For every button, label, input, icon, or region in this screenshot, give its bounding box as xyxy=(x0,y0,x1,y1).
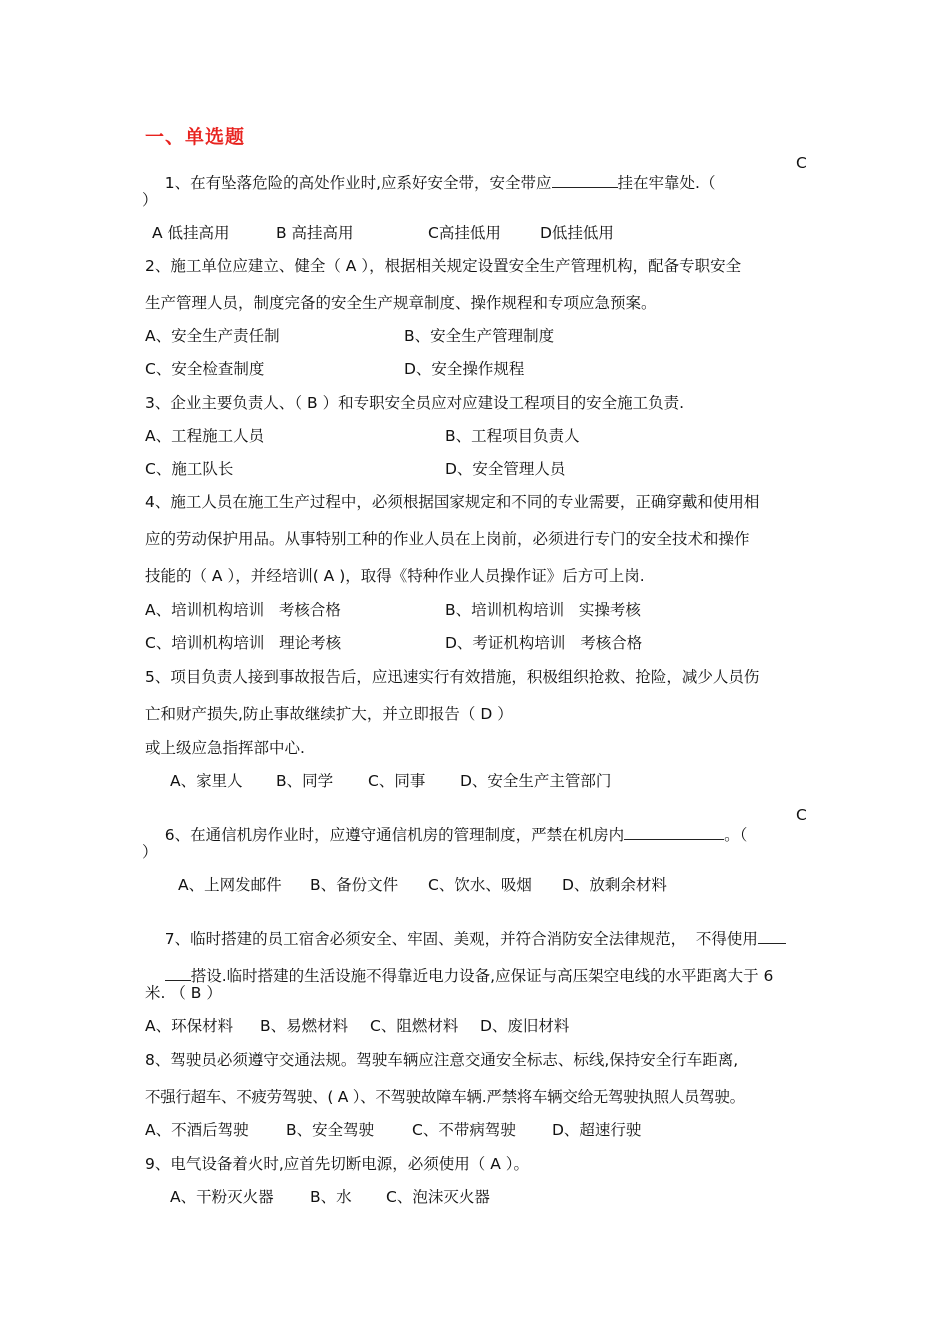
option-b: B、同学 xyxy=(276,772,334,790)
question-7-text: 7、临时搭建的员工宿舍必须安全、牢固、美观，并符合消防安全法律规范， 不得使用 xyxy=(164,930,758,948)
option-a: A、环保材料 xyxy=(145,1017,234,1035)
option-c: C、安全检查制度 xyxy=(145,360,265,378)
option-d: D、安全生产主管部门 xyxy=(460,772,612,790)
option-a: A、家里人 xyxy=(170,772,243,790)
option-d: D、安全操作规程 xyxy=(404,360,525,378)
option-d: D低挂低用 xyxy=(540,224,614,242)
question-3-line-1: 3、企业主要负责人、（ B ）和专职安全员应对应建设工程项目的安全施工负责. xyxy=(145,394,685,412)
option-d: D、考证机构培训 考核合格 xyxy=(445,634,643,652)
question-1-close-paren: ） xyxy=(142,191,158,209)
option-b: B、安全生产管理制度 xyxy=(404,327,555,345)
question-1-answer: C xyxy=(796,154,807,172)
question-6-text: 6、在通信机房作业时，应遵守通信机房的管理制度，严禁在机房内 xyxy=(164,826,625,844)
question-7-line-2 xyxy=(145,946,773,1006)
question-5-line-1: 5、项目负责人接到事故报告后，应迅速实行有效措施，积极组织抢救、抢险，减少人员伤 xyxy=(145,668,760,686)
question-4-line-2: 应的劳动保护用品。从事特别工种的作业人员在上岗前，必须进行专门的安全技术和操作 xyxy=(145,530,750,548)
option-d: D、放剩余材料 xyxy=(562,876,667,894)
option-c: C、不带病驾驶 xyxy=(412,1121,516,1139)
option-c: C、饮水、吸烟 xyxy=(428,876,532,894)
option-c: C、泡沫灭火器 xyxy=(386,1188,490,1206)
option-a: A、安全生产责任制 xyxy=(145,327,280,345)
question-8-line-2: 不强行超车、不疲劳驾驶、( A ）、不驾驶故障车辆.严禁将车辆交给无驾驶执照人员驾驶。 xyxy=(145,1088,745,1106)
option-c: C、施工队长 xyxy=(145,460,234,478)
question-2-line-2: 生产管理人员，制度完备的安全生产规章制度、操作规程和专项应急预案。 xyxy=(145,294,657,312)
question-6-close-paren: ） xyxy=(142,843,158,861)
question-7-line-3: 米. （ B ） xyxy=(145,984,222,1002)
option-a: A、工程施工人员 xyxy=(145,427,265,445)
option-a: A、干粉灭火器 xyxy=(170,1188,274,1206)
answer-blank xyxy=(758,929,786,944)
question-6-answer: C xyxy=(796,806,807,824)
question-5-line-2: 亡和财产损失,防止事故继续扩大，并立即报告（ D ） xyxy=(145,705,513,723)
option-b: B 高挂高用 xyxy=(276,224,354,242)
option-b: B、水 xyxy=(310,1188,352,1206)
option-b: B、易燃材料 xyxy=(260,1017,349,1035)
option-a: A 低挂高用 xyxy=(152,224,230,242)
question-9-line-1: 9、电气设备着火时,应首先切断电源，必须使用（ A ）。 xyxy=(145,1155,529,1173)
question-1-text: 1、在有坠落危险的高处作业时,应系好安全带，安全带应 xyxy=(164,174,552,192)
option-a: A、培训机构培训 考核合格 xyxy=(145,601,341,619)
question-1-line-1 xyxy=(145,153,715,213)
option-a: A、不酒后驾驶 xyxy=(145,1121,249,1139)
option-d: D、超速行驶 xyxy=(552,1121,642,1139)
question-8-line-1: 8、驾驶员必须遵守交通法规。驾驶车辆应注意交通安全标志、标线,保持安全行车距离, xyxy=(145,1051,739,1069)
option-c: C高挂低用 xyxy=(428,224,501,242)
option-b: B、培训机构培训 实操考核 xyxy=(445,601,641,619)
answer-blank xyxy=(624,825,724,840)
question-4-line-3: 技能的（ A ），并经培训( A )，取得《特种作业人员操作证》后方可上岗. xyxy=(145,567,645,585)
option-b: B、工程项目负责人 xyxy=(445,427,580,445)
answer-blank xyxy=(552,173,618,188)
question-4-line-1: 4、施工人员在施工生产过程中，必须根据国家规定和不同的专业需要，正确穿戴和使用相 xyxy=(145,493,760,511)
option-d: D、废旧材料 xyxy=(480,1017,570,1035)
question-7-text-2: 搭设.临时搭建的生活设施不得靠近电力设备,应保证与高压架空电线的水平距离大于 6 xyxy=(190,967,774,985)
answer-blank-cont xyxy=(165,966,191,981)
question-6-line-1 xyxy=(145,805,747,865)
option-a: A、上网发邮件 xyxy=(178,876,282,894)
option-b: B、安全驾驶 xyxy=(286,1121,375,1139)
option-b: B、备份文件 xyxy=(310,876,399,894)
option-c: C、培训机构培训 理论考核 xyxy=(145,634,342,652)
question-6-text-tail: 。（ xyxy=(724,826,748,844)
question-5-line-3: 或上级应急指挥部中心. xyxy=(145,739,305,757)
question-2-line-1: 2、施工单位应建立、健全（ A ），根据相关规定设置安全生产管理机构，配备专职安全 xyxy=(145,257,742,275)
option-c: C、同事 xyxy=(368,772,426,790)
section-title: 一、单选题 xyxy=(145,126,246,148)
option-d: D、安全管理人员 xyxy=(445,460,566,478)
question-1-text-tail: 挂在牢靠处.（ xyxy=(617,174,716,192)
option-c: C、阻燃材料 xyxy=(370,1017,459,1035)
